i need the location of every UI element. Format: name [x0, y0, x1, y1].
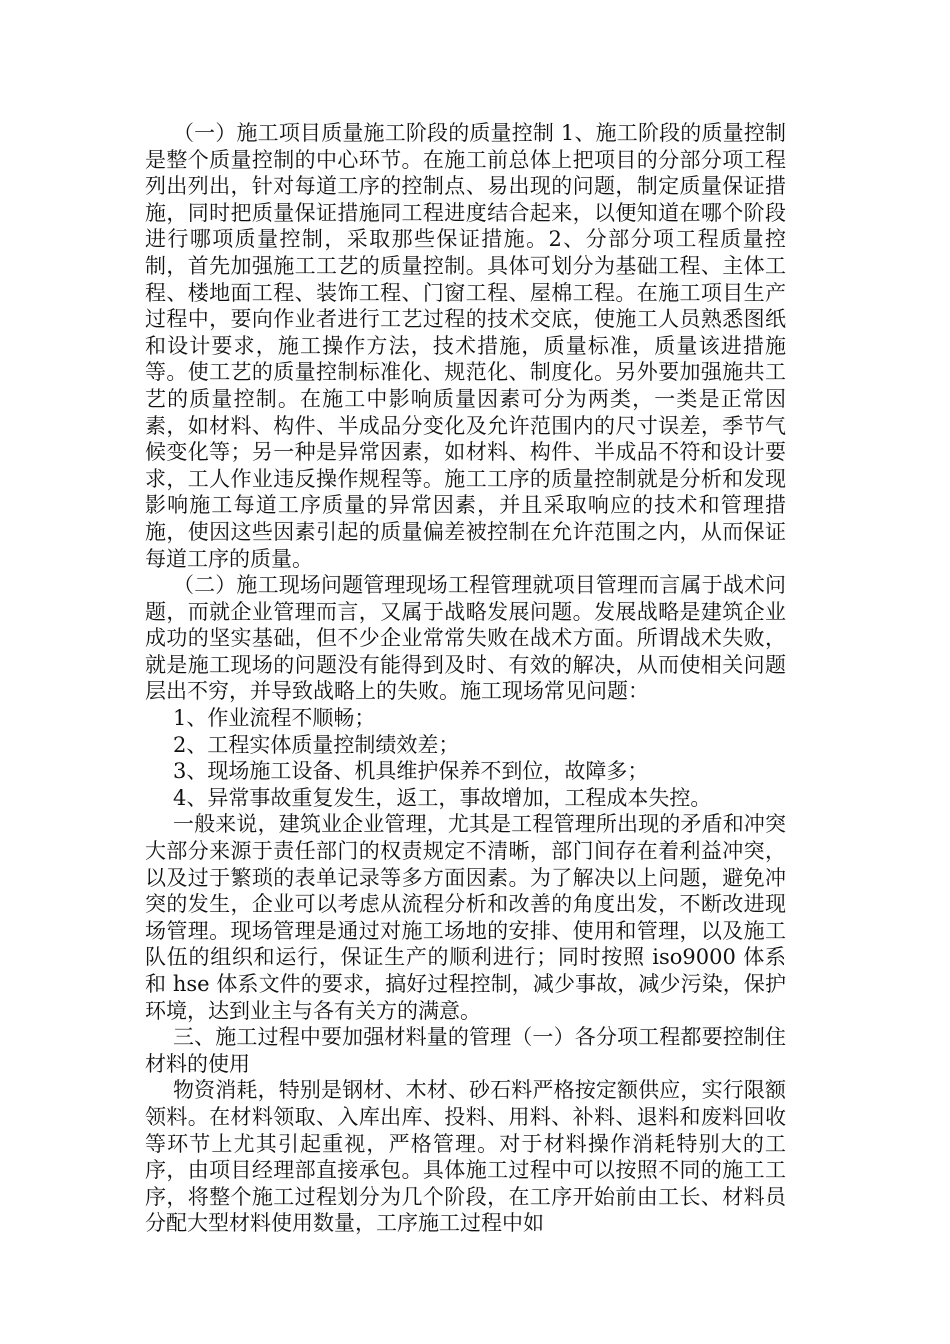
- document-body: [145, 120, 786, 1237]
- list-item: 1、作业流程不顺畅；: [173, 706, 376, 731]
- paragraph-site-problems: （二）施工现场问题管理现场工程管理就项目管理而言属于战术问题，而就企业管理而言，又属于战略发展问题。发展战略是建筑企业成功的坚实基础，但不少企业常常失败在战术方面。所谓战术失败，就是施工现场的问题没有能得到及时、有效的解决，从而使相关问题层出不穷，并导致战略上的失败。施工现场常见问题：: [145, 573, 786, 704]
- list-item: 2、工程实体质量控制绩效差；: [173, 732, 460, 757]
- list-item: 4、异常事故重复发生，返工，事故增加，工程成本失控。: [173, 785, 712, 810]
- paragraph-quality-control: （一）施工项目质量施工阶段的质量控制 1、施工阶段的质量控制是整个质量控制的中心环节。在施工前总体上把项目的分部分项工程列出列出，针对每道工序的控制点、易出现的问题，制定质量保证措施，同时把质量保证措施同工程进度结合起来，以便知道在哪个阶段进行哪项质量控制，采取那些保证措施。2、分部分项工程质量控制，首先加强施工工艺的质量控制。具体可划分为基础工程、主体工程、楼地面工程、装饰工程、门窗工程、屋棉工程。在施工项目生产过程中，要向作业者进行工艺过程的技术交底，使施工人员熟悉图纸和设计要求，施工操作方法，技术措施，质量标准，质量该进措施等。使工艺的质量控制标准化、规范化、制度化。另外要加强施共工艺的质量控制。在施工中影响质量因素可分为两类，一类是正常因素，如材料、构件、半成品分变化及允许范围内的尺寸误差，季节气候变化等；另一种是异常因素，如材料、构件、半成品不符和设计要求，工人作业违反操作规程等。施工工序的质量控制就是分析和发现影响施工每道工序质量的异常因素，并且采取响应的技术和管理措施，使因这些因素引起的质量偏差被控制在允许范围之内，从而保证每道工序的质量。: [145, 121, 786, 571]
- section-heading-materials: 三、施工过程中要加强材料量的管理（一）各分项工程都要控制住材料的使用: [145, 1025, 786, 1076]
- paragraph-site-management: 一般来说，建筑业企业管理，尤其是工程管理所出现的矛盾和冲突大部分来源于责任部门的权责规定不清晰，部门间存在着利益冲突，以及过于繁琐的表单记录等多方面因素。为了解决以上问题，避免冲突的发生，企业可以考虑从流程分析和改善的角度出发，不断改进现场管理。现场管理是通过对施工场地的安排、使用和管理，以及施工队伍的组织和运行，保证生产的顺利进行；同时按照 iso9000 体系和 hse 体系文件的要求，搞好过程控制，减少事故，减少污染，保护环境，达到业主与各有关方的满意。: [145, 812, 786, 1023]
- paragraph-material-consumption: 物资消耗，特别是钢材、木材、砂石料严格按定额供应，实行限额领料。在材料领取、入库出库、投料、用料、补料、退料和废料回收等环节上尤其引起重视，严格管理。对于材料操作消耗特别大的工序，由项目经理部直接承包。具体施工过程中可以按照不同的施工工序，将整个施工过程划分为几个阶段，在工序开始前由工长、材料员分配大型材料使用数量，工序施工过程中如: [145, 1078, 786, 1236]
- list-item: 3、现场施工设备、机具维护保养不到位，故障多；: [173, 759, 649, 784]
